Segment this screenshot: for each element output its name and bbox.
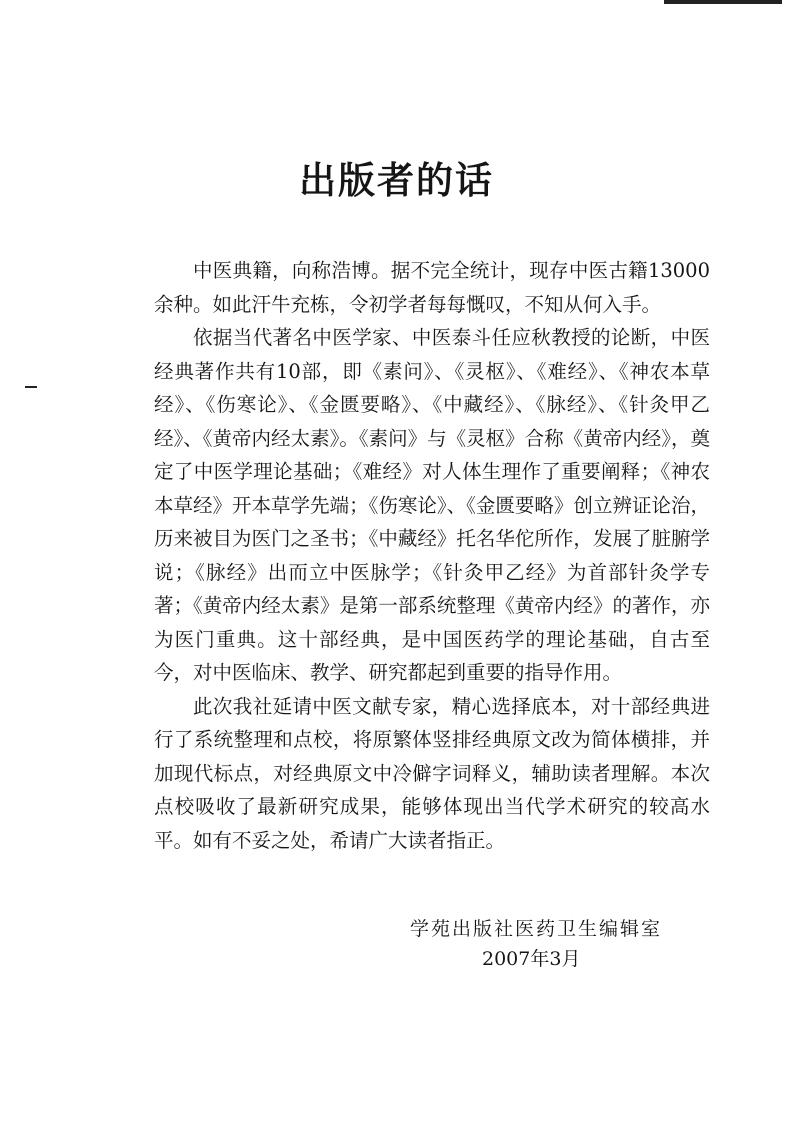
margin-mark xyxy=(25,386,37,388)
date: 2007年3月 xyxy=(482,948,581,970)
paragraph-1: 中医典籍，向称浩博。据不完全统计，现存中医古籍13000余种。如此汗牛充栋，令初学者每每慨叹，不知从何入手。 xyxy=(154,259,710,316)
paragraph-3: 此次我社延请中医文献专家，精心选择底本，对十部经典进行了系统整理和点校，将原繁体竖排经典原文改为简体横排，并加现代标点，对经典原文中冷僻字词释义，辅助读者理解。本次点校吸收了最新研究成果，能够体现出当代学术研究的较高水平。如有不妥之处，希请广大读者指正。 xyxy=(154,694,710,852)
page-title: 出版者的话 xyxy=(299,158,494,202)
signature: 学苑出版社医药卫生编辑室 xyxy=(410,918,663,940)
body-text xyxy=(154,254,710,857)
top-rule xyxy=(664,0,782,4)
paragraph-2: 依据当代著名中医学家、中医泰斗任应秋教授的论断，中医经典著作共有10部，即《素问》、《灵枢》、《难经》、《神农本草经》、《伤寒论》、《金匮要略》、《中藏经》、《脉经》、《针灸甲乙经》、《黄帝内经太素》。《素问》与《灵枢》合称《黄帝内经》，奠定了中医学理论基础；《难经》对人体生理作了重要阐释；《神农本草经》开本草学先端；《伤寒论》、《金匮要略》创立辨证论治，历来被目为医门之圣书；《中藏经》托名华佗所作，发展了脏腑学说；《脉经》出而立中医脉学；《针灸甲乙经》为首部针灸学专著；《黄帝内经太素》是第一部系统整理《黄帝内经》的著作，亦为医门重典。这十部经典，是中国医药学的理论基础，自古至今，对中医临床、教学、研究都起到重要的指导作用。 xyxy=(154,326,710,684)
